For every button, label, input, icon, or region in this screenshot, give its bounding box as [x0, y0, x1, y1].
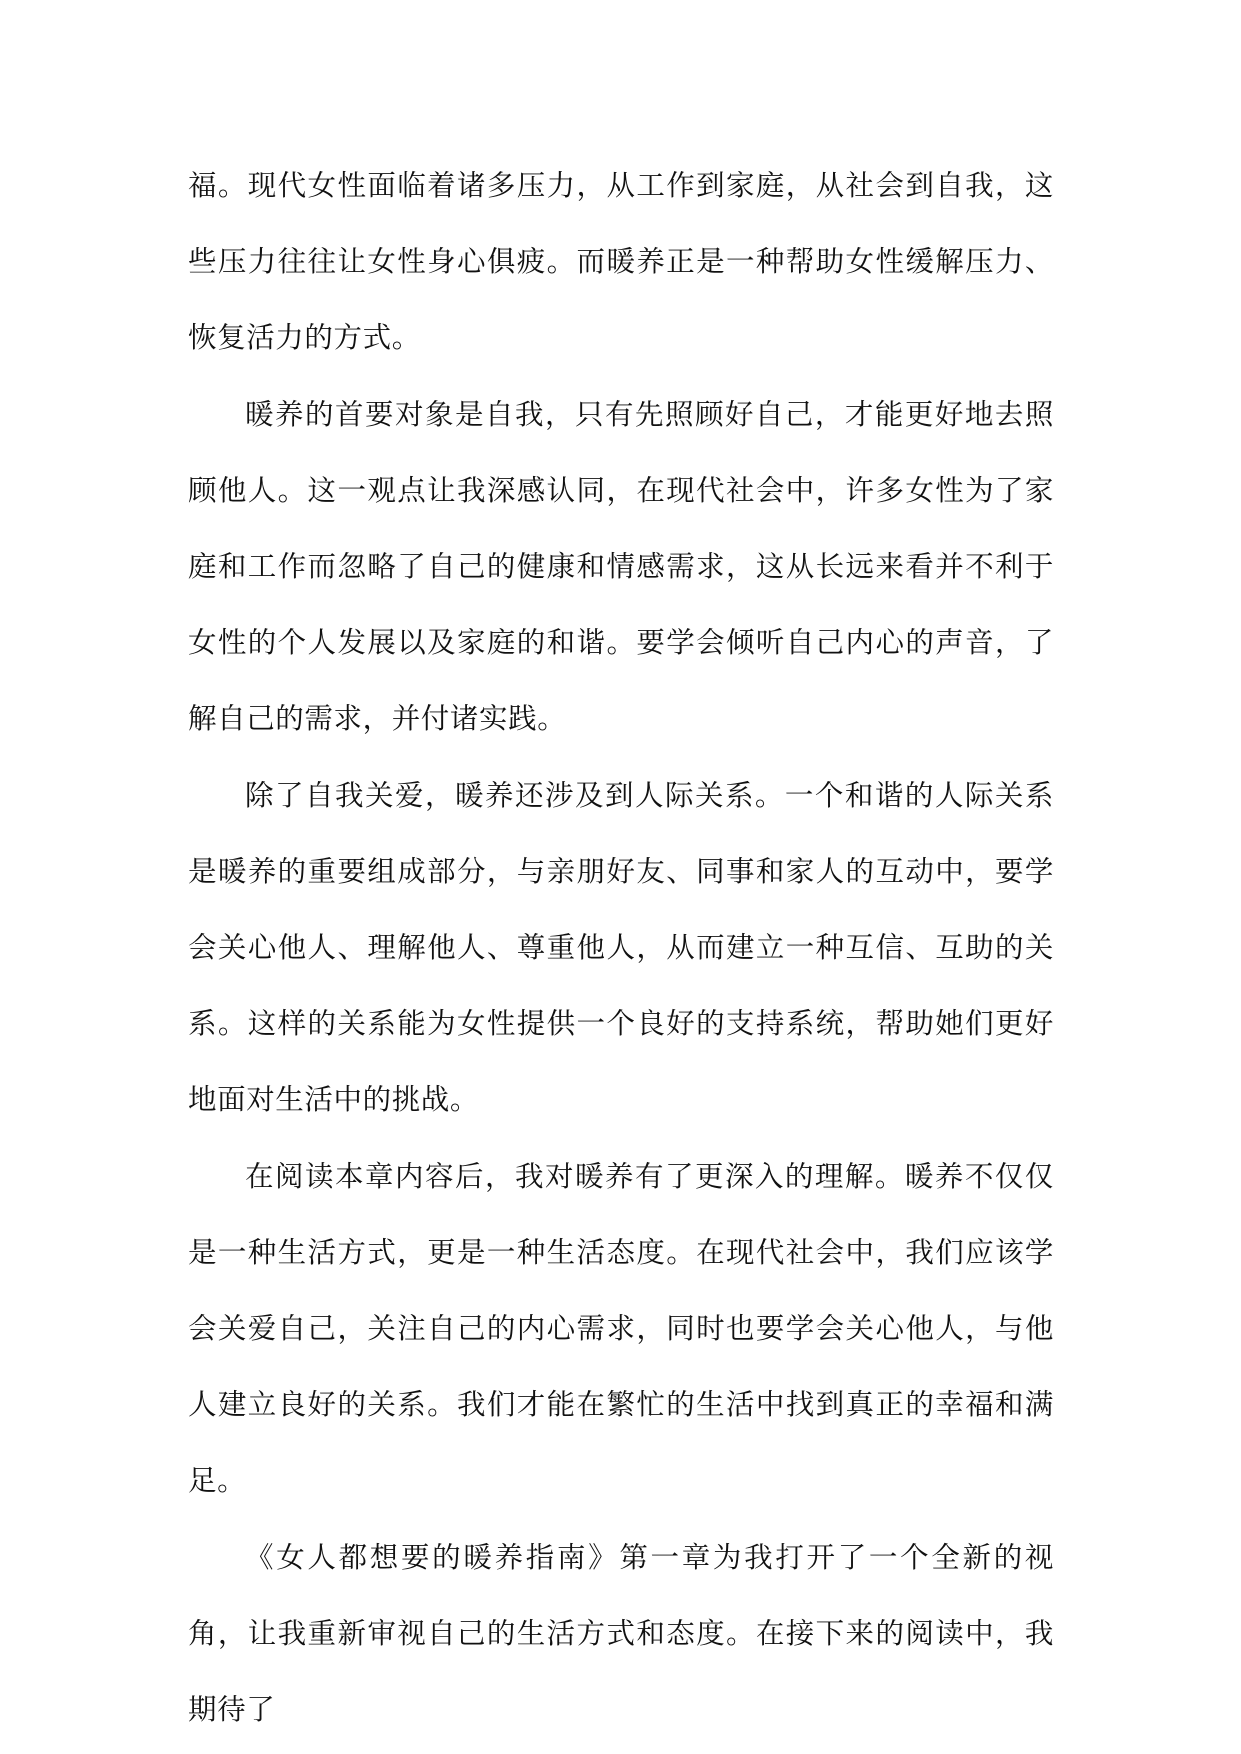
document-body: [188, 148, 1054, 1748]
paragraph-self-care: 暖养的首要对象是自我，只有先照顾好自己，才能更好地去照顾他人。这一观点让我深感认同，在现代社会中，许多女性为了家庭和工作而忽略了自己的健康和情感需求，这从长远来看并不利于女性的个人发展以及家庭的和谐。要学会倾听自己内心的声音，了解自己的需求，并付诸实践。: [188, 397, 1054, 736]
paragraph-conclusion: 《女人都想要的暖养指南》第一章为我打开了一个全新的视角，让我重新审视自己的生活方式和态度。在接下来的阅读中，我期待了: [188, 1540, 1054, 1727]
paragraph-understanding: 在阅读本章内容后，我对暖养有了更深入的理解。暖养不仅仅是一种生活方式，更是一种生活态度。在现代社会中，我们应该学会关爱自己，关注自己的内心需求，同时也要学会关心他人，与他人建立良好的关系。我们才能在繁忙的生活中找到真正的幸福和满足。: [188, 1159, 1054, 1498]
paragraph-relationships: 除了自我关爱，暖养还涉及到人际关系。一个和谐的人际关系是暖养的重要组成部分，与亲朋好友、同事和家人的互动中，要学会关心他人、理解他人、尊重他人，从而建立一种互信、互助的关系。这样的关系能为女性提供一个良好的支持系统，帮助她们更好地面对生活中的挑战。: [188, 778, 1054, 1117]
paragraph-continuation: 福。现代女性面临着诸多压力，从工作到家庭，从社会到自我，这些压力往往让女性身心俱疲。而暖养正是一种帮助女性缓解压力、恢复活力的方式。: [188, 169, 1054, 355]
